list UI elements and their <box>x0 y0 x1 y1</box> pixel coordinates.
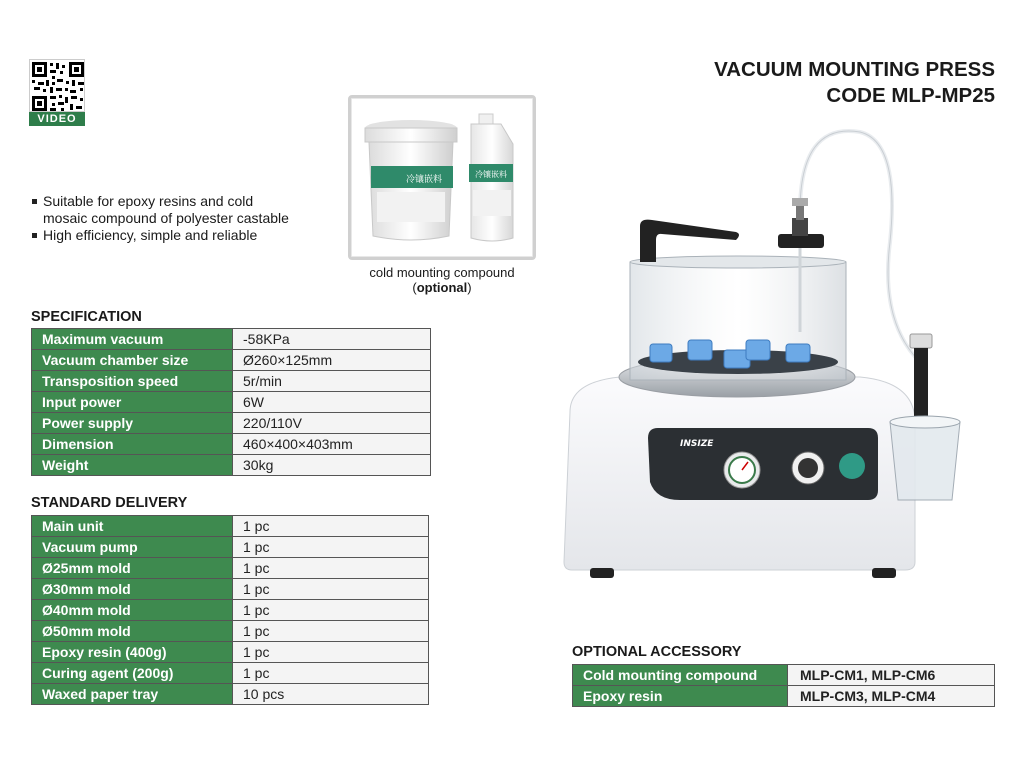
svg-text:冷镶嵌料: 冷镶嵌料 <box>475 170 507 179</box>
spec-label: Weight <box>32 455 233 476</box>
delivery-row <box>32 621 429 642</box>
delivery-label: Ø50mm mold <box>32 621 233 642</box>
delivery-value: 10 pcs <box>233 684 429 705</box>
delivery-value: 1 pc <box>233 516 429 537</box>
spec-value: -58KPa <box>233 329 431 350</box>
spec-value: 6W <box>233 392 431 413</box>
feature-list <box>31 193 289 244</box>
accessory-label: Cold mounting compound <box>573 665 788 686</box>
accessory-table <box>572 664 995 707</box>
delivery-value: 1 pc <box>233 621 429 642</box>
delivery-label: Ø30mm mold <box>32 579 233 600</box>
delivery-row <box>32 684 429 705</box>
delivery-value: 1 pc <box>233 642 429 663</box>
spec-value: 30kg <box>233 455 431 476</box>
delivery-value: 1 pc <box>233 579 429 600</box>
delivery-label: Curing agent (200g) <box>32 663 233 684</box>
optional-label: optional <box>416 280 468 295</box>
feature-item: High efficiency, simple and reliable <box>31 227 289 244</box>
delivery-value: 1 pc <box>233 558 429 579</box>
spec-row <box>32 350 431 371</box>
spec-row <box>32 413 431 434</box>
feature-item: Suitable for epoxy resins and cold <box>31 193 289 210</box>
qr-code-icon <box>29 59 85 112</box>
spec-label: Maximum vacuum <box>32 329 233 350</box>
delivery-row <box>32 642 429 663</box>
spec-value: Ø260×125mm <box>233 350 431 371</box>
feature-item-continuation: mosaic compound of polyester castable <box>43 210 289 226</box>
accessory-row <box>573 665 995 686</box>
delivery-row <box>32 663 429 684</box>
spec-row <box>32 392 431 413</box>
delivery-label: Waxed paper tray <box>32 684 233 705</box>
svg-text:INSIZE: INSIZE <box>680 439 714 449</box>
spec-row <box>32 434 431 455</box>
page-title <box>714 57 995 109</box>
delivery-value: 1 pc <box>233 663 429 684</box>
spec-label: Power supply <box>32 413 233 434</box>
svg-text:冷镶嵌料: 冷镶嵌料 <box>405 175 443 185</box>
product-code: CODE MLP-MP25 <box>826 84 995 107</box>
spec-row <box>32 329 431 350</box>
compound-jars-illustration <box>351 98 533 257</box>
spec-label: Transposition speed <box>32 371 233 392</box>
accessory-row <box>573 686 995 707</box>
video-qr-code[interactable] <box>29 59 85 126</box>
delivery-value: 1 pc <box>233 537 429 558</box>
delivery-label: Ø25mm mold <box>32 558 233 579</box>
accessory-heading: OPTIONAL ACCESSORY <box>572 644 742 660</box>
delivery-label: Vacuum pump <box>32 537 233 558</box>
delivery-table <box>31 515 429 705</box>
delivery-label: Epoxy resin (400g) <box>32 642 233 663</box>
delivery-label: Main unit <box>32 516 233 537</box>
delivery-row <box>32 558 429 579</box>
delivery-row <box>32 579 429 600</box>
accessory-label: Epoxy resin <box>573 686 788 707</box>
spec-label: Dimension <box>32 434 233 455</box>
specification-table <box>31 328 431 476</box>
delivery-row <box>32 516 429 537</box>
specification-heading: SPECIFICATION <box>31 309 142 325</box>
spec-row <box>32 455 431 476</box>
spec-label: Input power <box>32 392 233 413</box>
delivery-value: 1 pc <box>233 600 429 621</box>
delivery-heading: STANDARD DELIVERY <box>31 495 188 511</box>
delivery-label: Ø40mm mold <box>32 600 233 621</box>
spec-row <box>32 371 431 392</box>
vacuum-mounting-press-image <box>560 122 980 582</box>
compound-caption: cold mounting compound (optional) <box>369 265 515 295</box>
accessory-value: MLP-CM1, MLP-CM6 <box>788 665 995 686</box>
spec-value: 460×400×403mm <box>233 434 431 455</box>
delivery-row <box>32 537 429 558</box>
spec-label: Vacuum chamber size <box>32 350 233 371</box>
product-name: VACUUM MOUNTING PRESS <box>714 58 995 81</box>
accessory-value: MLP-CM3, MLP-CM4 <box>788 686 995 707</box>
spec-value: 220/110V <box>233 413 431 434</box>
spec-value: 5r/min <box>233 371 431 392</box>
compound-product-image <box>348 95 536 260</box>
delivery-row <box>32 600 429 621</box>
video-label: VIDEO <box>29 112 85 126</box>
